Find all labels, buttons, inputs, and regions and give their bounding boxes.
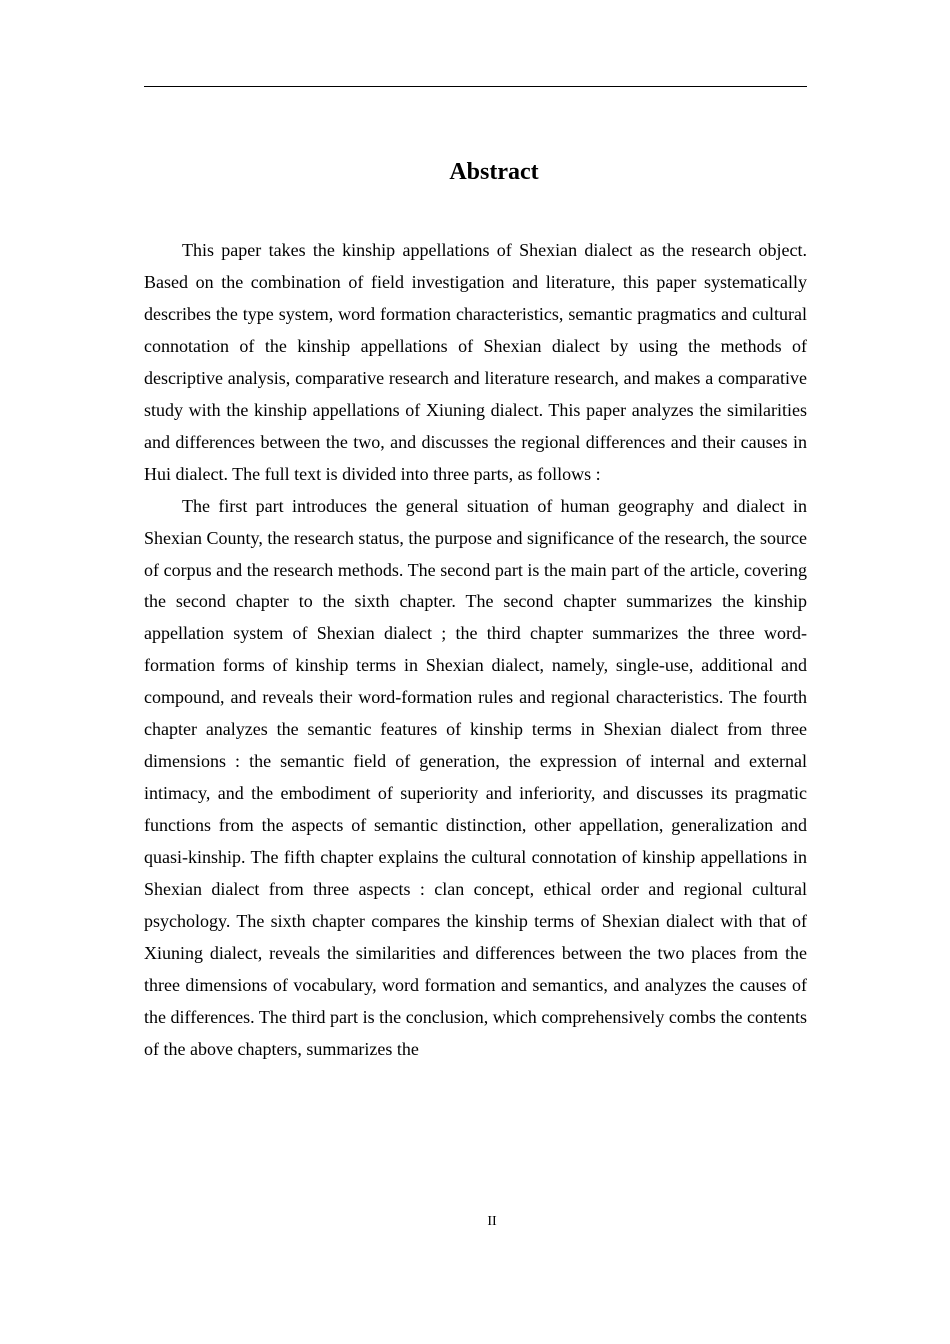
page-title: Abstract (449, 159, 539, 185)
page-number: II (487, 1214, 497, 1229)
abstract-body (144, 235, 807, 1066)
header-rule (144, 86, 807, 87)
abstract-paragraph-2: The first part introduces the general situation of human geography and dialect in Shexian County, the research status, the purpose and significance of the research, the source of corpus and the research methods. The second part is the main part of the article, covering the second chapter to the sixth chapter. The second chapter summarizes the kinship appellation system of Shexian dialect ; the third chapter summarizes the three word-formation forms of kinship terms in Shexian dialect, namely, single-use, additional and compound, and reveals their word-formation rules and regional characteristics. The fourth chapter analyzes the semantic features of kinship terms in Shexian dialect from three dimensions : the semantic field of generation, the expression of internal and external intimacy, and the embodiment of superiority and inferiority, and discusses its pragmatic functions from the aspects of semantic distinction, other appellation, generalization and quasi-kinship. The fifth chapter explains the cultural connotation of kinship appellations in Shexian dialect from three aspects : clan concept, ethical order and regional cultural psychology. The sixth chapter compares the kinship terms of Shexian dialect with that of Xiuning dialect, reveals the similarities and differences between the two places from the three dimensions of vocabulary, word formation and semantics, and analyzes the causes of the differences. The third part is the conclusion, which comprehensively combs the contents of the above chapters, summarizes the (144, 495, 807, 1059)
abstract-paragraph-1: This paper takes the kinship appellations of Shexian dialect as the research object. Based on the combination of field investigation and literature, this paper systematically describes the type system, word formation characteristics, semantic pragmatics and cultural connotation of the kinship appellations of Shexian dialect by using the methods of descriptive analysis, comparative research and literature research, and makes a comparative study with the kinship appellations of Xiuning dialect. This paper analyzes the similarities and differences between the two, and discusses the regional differences and their causes in Hui dialect. The full text is divided into three parts, as follows : (144, 240, 807, 484)
